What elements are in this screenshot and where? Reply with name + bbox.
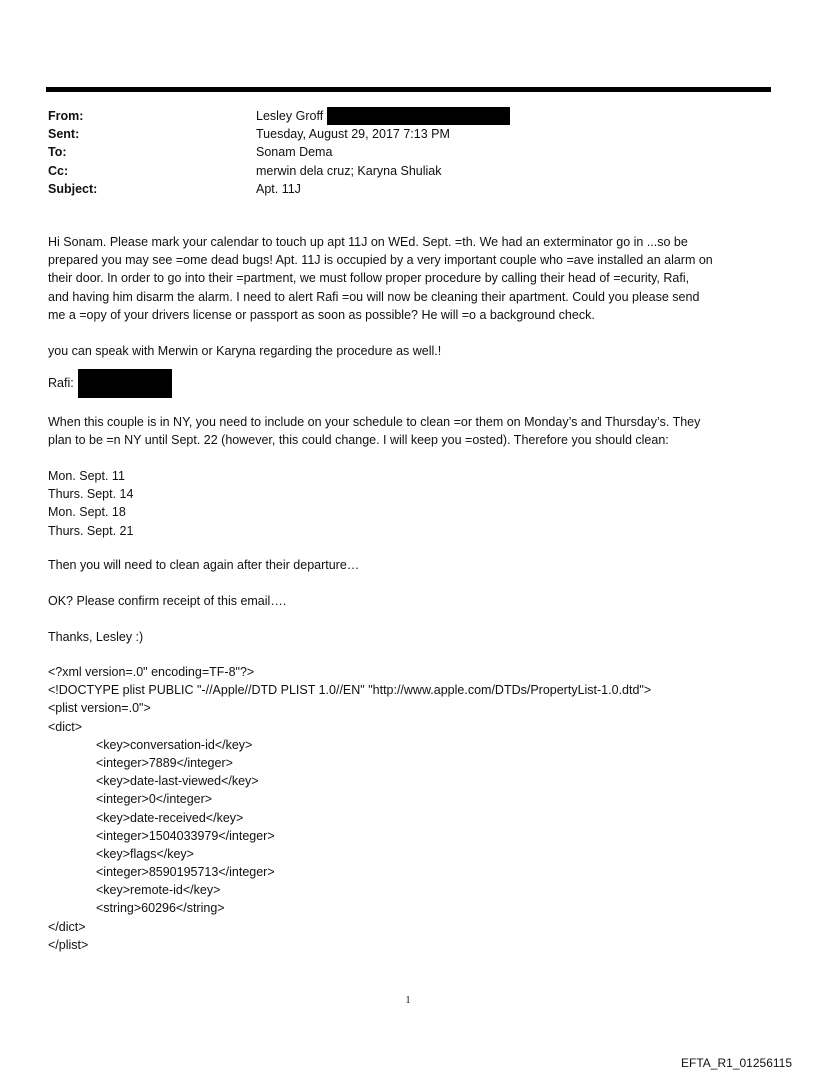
sent-row: [48, 125, 510, 143]
xml-line: <key>flags</key>: [96, 846, 194, 861]
sent-value: Tuesday, August 29, 2017 7:13 PM: [256, 127, 450, 142]
xml-line: <!DOCTYPE plist PUBLIC "-//Apple//DTD PLIST 1.0//EN" "http://www.apple.com/DTDs/PropertyList-1.0.dtd">: [48, 683, 652, 698]
xml-line: <key>date-last-viewed</key>: [96, 774, 259, 789]
xml-line: <integer>8590195713</integer>: [96, 865, 275, 880]
list-item: Thurs. Sept. 14: [48, 487, 134, 502]
text-line: and having him disarm the alarm. I need to alert Rafi =ou will now be cleaning their apartment. Could you please send: [48, 289, 700, 304]
cc-value: merwin dela cruz; Karyna Shuliak: [256, 163, 442, 178]
xml-line: <string>60296</string>: [96, 901, 225, 916]
xml-line: <integer>7889</integer>: [96, 755, 233, 770]
subject-row: [48, 180, 510, 198]
paragraph-schedule: [48, 413, 778, 449]
subject-value: Apt. 11J: [256, 181, 301, 196]
text-line: Hi Sonam. Please mark your calendar to touch up apt 11J on WEd. Sept. =th. We had an exterminator go in ...so be: [48, 235, 688, 249]
to-value: Sonam Dema: [256, 145, 333, 160]
signoff: Thanks, Lesley :): [48, 630, 144, 644]
xml-line: <?xml version=.0" encoding=TF-8"?>: [48, 665, 255, 679]
page-number: 1: [405, 995, 411, 1006]
xml-line: <dict>: [48, 719, 83, 734]
paragraph-intro: [48, 233, 778, 324]
to-row: [48, 143, 510, 161]
header-divider: [46, 87, 771, 92]
to-label: To:: [48, 145, 67, 160]
xml-line: <key>conversation-id</key>: [96, 737, 253, 752]
xml-line: <key>date-received</key>: [96, 810, 244, 825]
from-row: [48, 107, 510, 125]
list-item: Mon. Sept. 11: [48, 469, 125, 483]
xml-line: <integer>1504033979</integer>: [96, 828, 275, 843]
from-value: Lesley Groff: [256, 109, 324, 123]
xml-line: <integer>0</integer>: [96, 792, 213, 807]
redacted-email-block: [327, 107, 510, 125]
cc-row: [48, 162, 510, 180]
xml-line: </dict>: [48, 919, 86, 934]
text-line: plan to be =n NY until Sept. 22 (however, this could change. I will keep you =osted). Therefore you should clean:: [48, 433, 669, 448]
list-item: Thurs. Sept. 21: [48, 523, 134, 538]
subject-label: Subject:: [48, 181, 98, 196]
from-label: From:: [48, 109, 84, 123]
text-line: their door. In order to go into their =partment, we must follow proper procedure by calling their head of =ecurity, Rafi,: [48, 271, 690, 286]
xml-line: <key>remote-id</key>: [96, 883, 221, 898]
list-item: Mon. Sept. 18: [48, 505, 126, 520]
rafi-line: [48, 369, 778, 398]
xml-line: <plist version=.0">: [48, 701, 151, 716]
date-list: [48, 467, 778, 540]
text-line: me a =opy of your drivers license or passport as soon as possible? He will =o a background check.: [48, 307, 595, 322]
paragraph-procedure: you can speak with Merwin or Karyna regarding the procedure as well.!: [48, 344, 442, 358]
xml-line: </plist>: [48, 937, 89, 952]
text-line: prepared you may see =ome dead bugs! Apt. 11J is occupied by a very important couple who =ave installed an alarm on: [48, 253, 713, 268]
paragraph-confirm: OK? Please confirm receipt of this email….: [48, 594, 287, 608]
text-line: When this couple is in NY, you need to include on your schedule to clean =or them on Monday’s and Thursday’s. They: [48, 415, 701, 429]
paragraph-departure: Then you will need to clean again after their departure…: [48, 558, 360, 572]
xml-plist-block: [48, 663, 778, 954]
email-header: [48, 107, 510, 198]
cc-label: Cc:: [48, 163, 69, 178]
redacted-phone-block: [78, 369, 172, 398]
document-id: EFTA_R1_01256115: [681, 1056, 792, 1070]
sent-label: Sent:: [48, 127, 80, 142]
rafi-label: Rafi:: [48, 376, 74, 391]
